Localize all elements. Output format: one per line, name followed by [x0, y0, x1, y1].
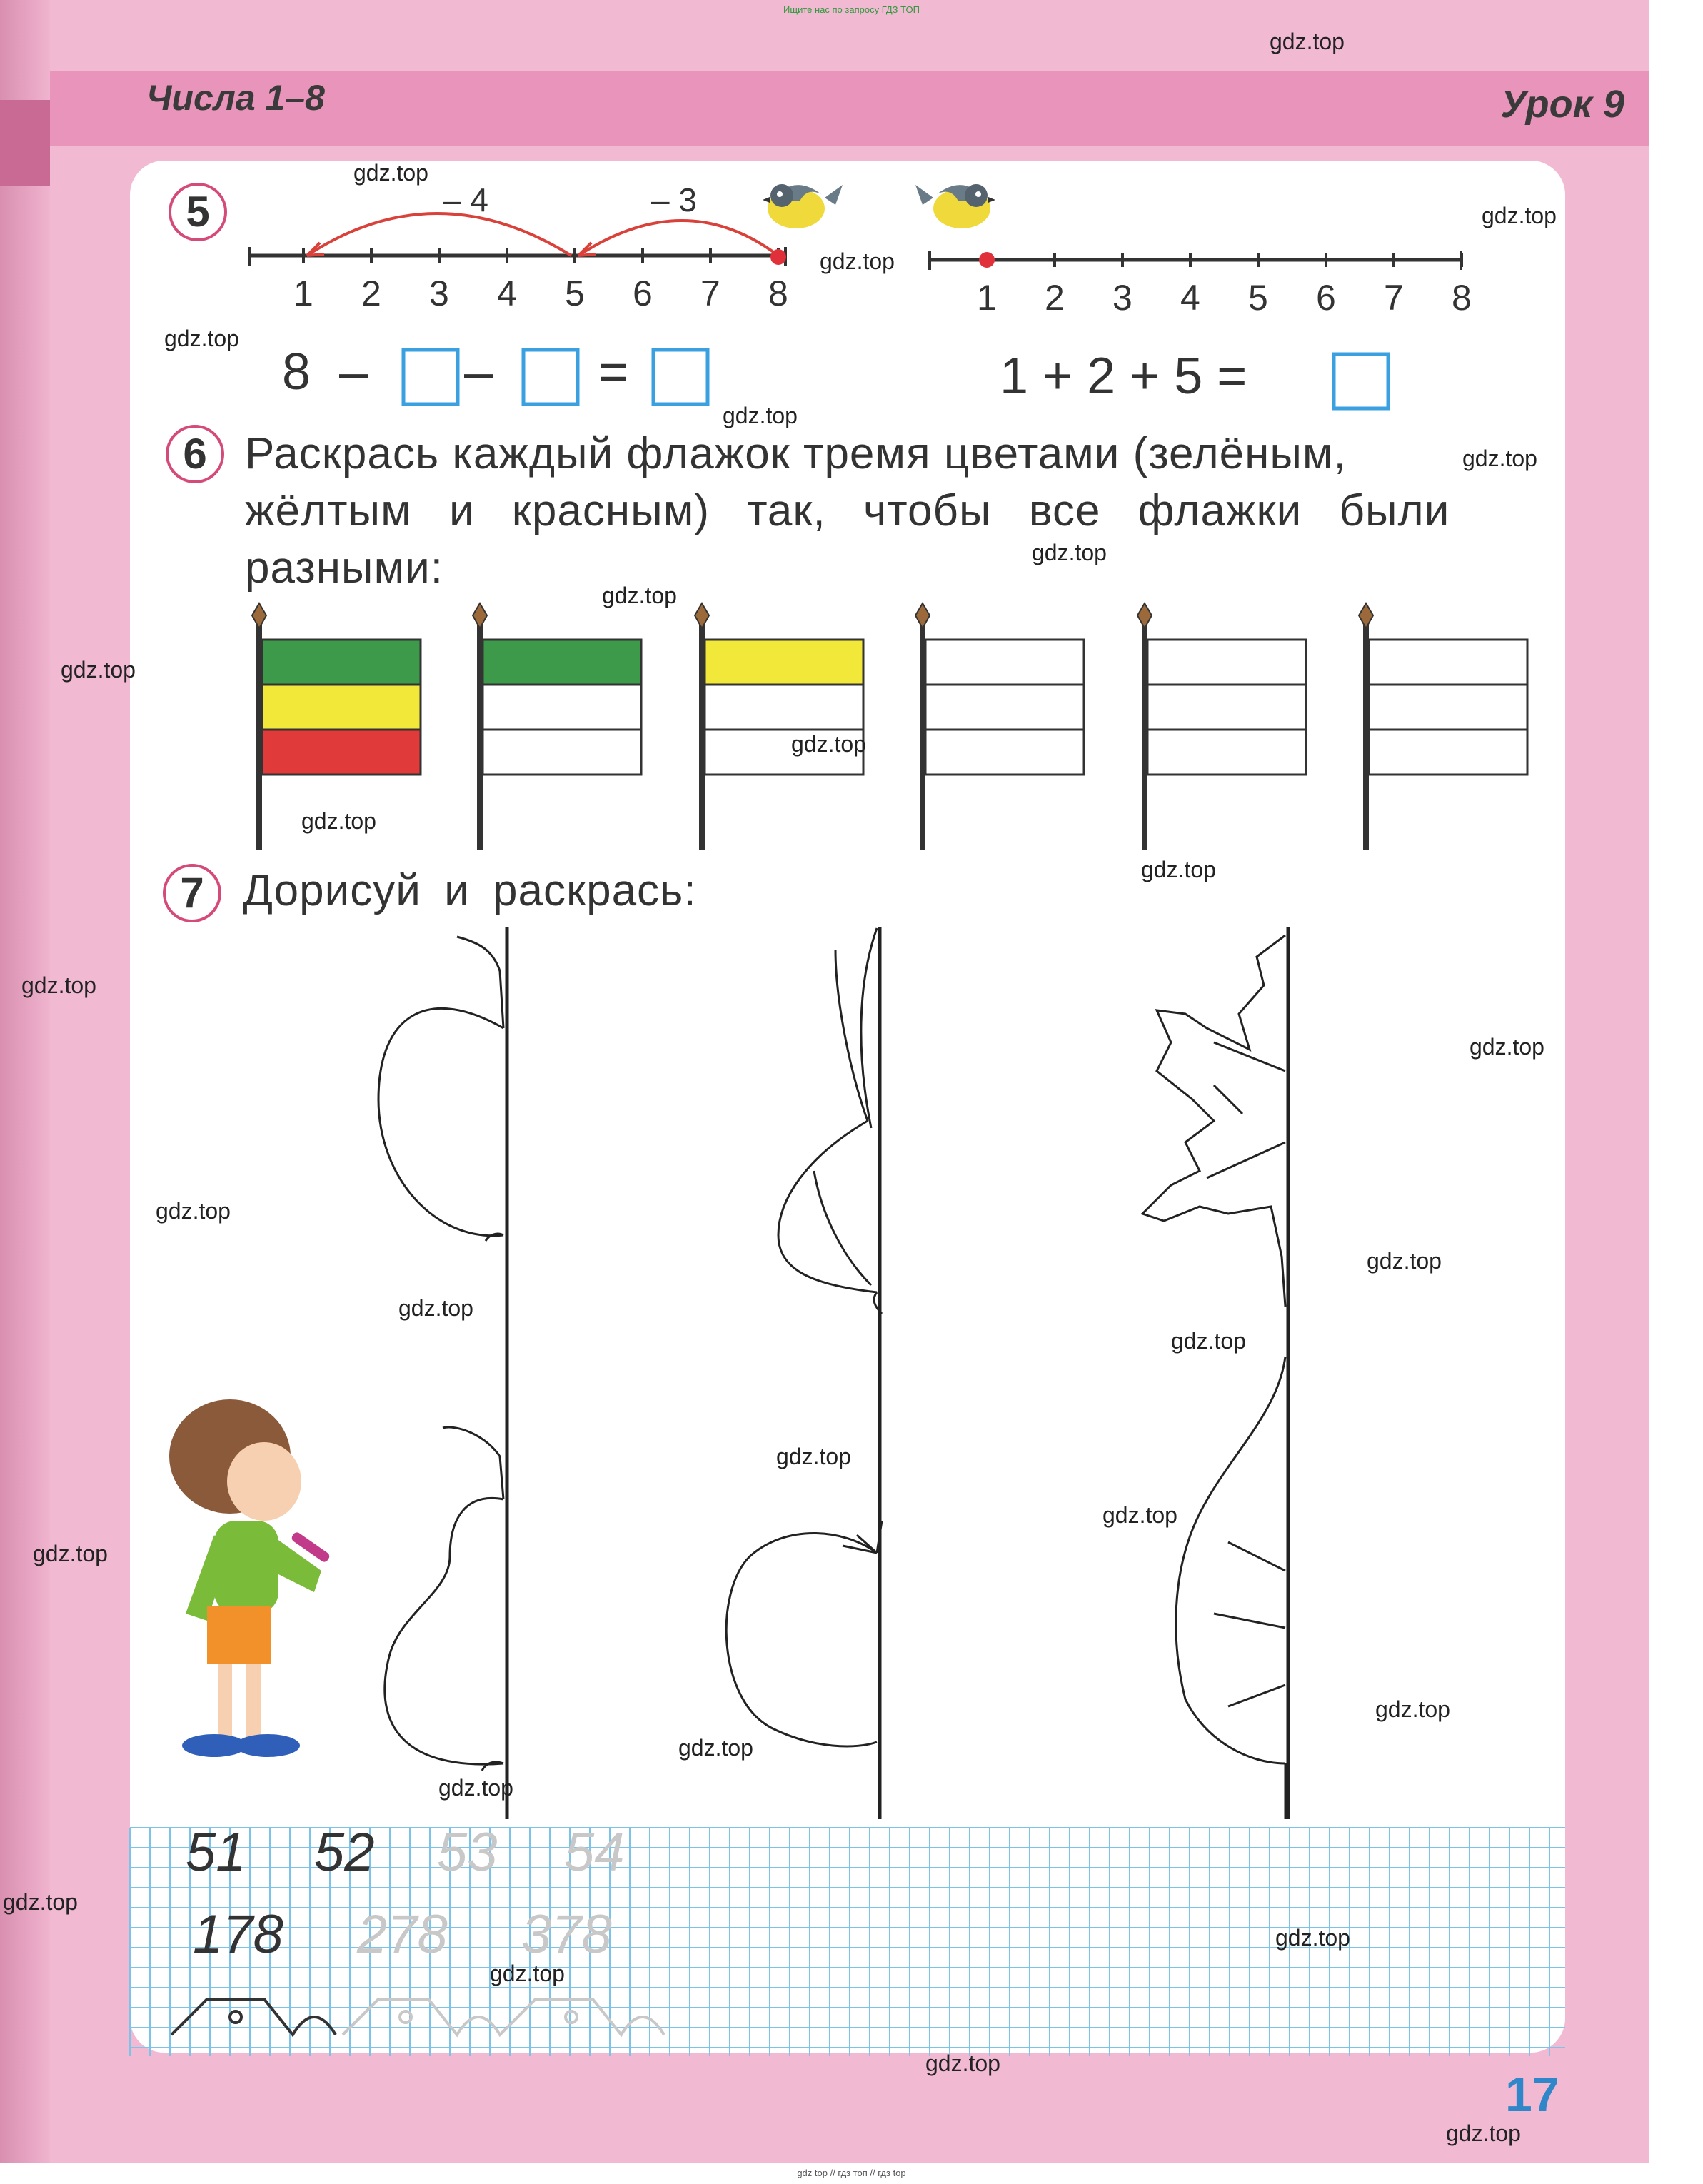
watermark: gdz.top [21, 972, 96, 998]
svg-text:–: – [339, 343, 368, 401]
tick-label: 6 [633, 273, 653, 313]
task7-number: 7 [163, 864, 221, 922]
watermark: gdz.top [1270, 29, 1345, 54]
lesson-label: Урок 9 [1500, 83, 1624, 126]
svg-text:1 + 2 + 5 =: 1 + 2 + 5 = [1000, 348, 1247, 405]
watermark: gdz.top [925, 2050, 1000, 2076]
svg-text:178: 178 [193, 1904, 283, 1965]
tick-label: 1 [293, 273, 313, 313]
jump-minus-3: – 3 [651, 181, 697, 218]
watermark: gdz.top [164, 326, 239, 351]
svg-text:278: 278 [357, 1904, 448, 1965]
tick-label: 2 [1045, 278, 1065, 318]
page-number: 17 [1505, 2068, 1559, 2122]
watermark: gdz.top [1141, 857, 1216, 882]
tick-label: 3 [1112, 278, 1132, 318]
tick-label: 2 [361, 273, 381, 313]
watermark: gdz.top [1102, 1502, 1177, 1528]
watermark: gdz.top [3, 1889, 78, 1915]
svg-text:378: 378 [521, 1904, 612, 1965]
copy-row-1 [186, 1822, 625, 1883]
task7-text: Дорисуй и раскрась: [243, 866, 697, 915]
task6-text-line2: жёлтым и красным) так, чтобы все флажки были [245, 486, 1450, 535]
bottom-note: gdz top // гдз топ // гдз top [797, 2168, 906, 2178]
tick-label: 4 [497, 273, 517, 313]
watermark: gdz.top [61, 657, 136, 683]
tick-label: 7 [700, 273, 720, 313]
tick-label: 8 [1452, 278, 1472, 318]
top-note: Ищите нас по запросу ГДЗ ТОП [783, 4, 920, 15]
svg-text:51: 51 [186, 1822, 246, 1883]
watermark: gdz.top [776, 1444, 851, 1469]
watermark: gdz.top [820, 248, 895, 274]
watermark: gdz.top [1470, 1034, 1544, 1060]
watermark: gdz.top [1462, 446, 1537, 471]
tick-label: 3 [429, 273, 449, 313]
watermark: gdz.top [490, 1961, 565, 1986]
tick-label: 5 [1248, 278, 1268, 318]
watermark: gdz.top [1375, 1696, 1450, 1722]
copy-row-2 [193, 1904, 612, 1965]
tick-label: 1 [977, 278, 997, 318]
watermark: gdz.top [602, 583, 677, 608]
svg-text:=: = [598, 343, 629, 401]
task6-text-line1: Раскрась каждый флажок тремя цветами (зелёным, [245, 429, 1347, 478]
tick-label: 7 [1384, 278, 1404, 318]
watermark: gdz.top [1446, 2120, 1521, 2146]
svg-text:8: 8 [282, 343, 311, 401]
watermark: gdz.top [301, 808, 376, 834]
svg-text:53: 53 [437, 1822, 498, 1883]
watermark: gdz.top [33, 1541, 108, 1566]
svg-text:–: – [464, 343, 493, 401]
tick-label: 5 [565, 273, 585, 313]
watermark: gdz.top [1482, 203, 1557, 228]
watermark: gdz.top [1367, 1248, 1442, 1274]
watermark: gdz.top [398, 1295, 473, 1321]
watermark: gdz.top [723, 403, 798, 428]
task6-number: 6 [166, 425, 224, 483]
watermark: gdz.top [353, 160, 428, 186]
header-title: Числа 1–8 [146, 78, 325, 118]
watermark: gdz.top [791, 731, 866, 757]
task5-number: 5 [169, 183, 227, 241]
watermark: gdz.top [156, 1198, 231, 1224]
tick-label: 4 [1180, 278, 1200, 318]
task6-text-line3: разными: [245, 543, 443, 593]
watermark: gdz.top [1032, 540, 1107, 565]
watermark: gdz.top [1171, 1328, 1246, 1354]
svg-text:52: 52 [314, 1822, 375, 1883]
watermark: gdz.top [1275, 1925, 1350, 1951]
svg-text:54: 54 [564, 1822, 625, 1883]
tick-label: 8 [768, 273, 788, 313]
tick-label: 6 [1316, 278, 1336, 318]
watermark: gdz.top [678, 1735, 753, 1761]
jump-minus-4: – 4 [443, 181, 488, 218]
watermark: gdz.top [438, 1775, 513, 1801]
